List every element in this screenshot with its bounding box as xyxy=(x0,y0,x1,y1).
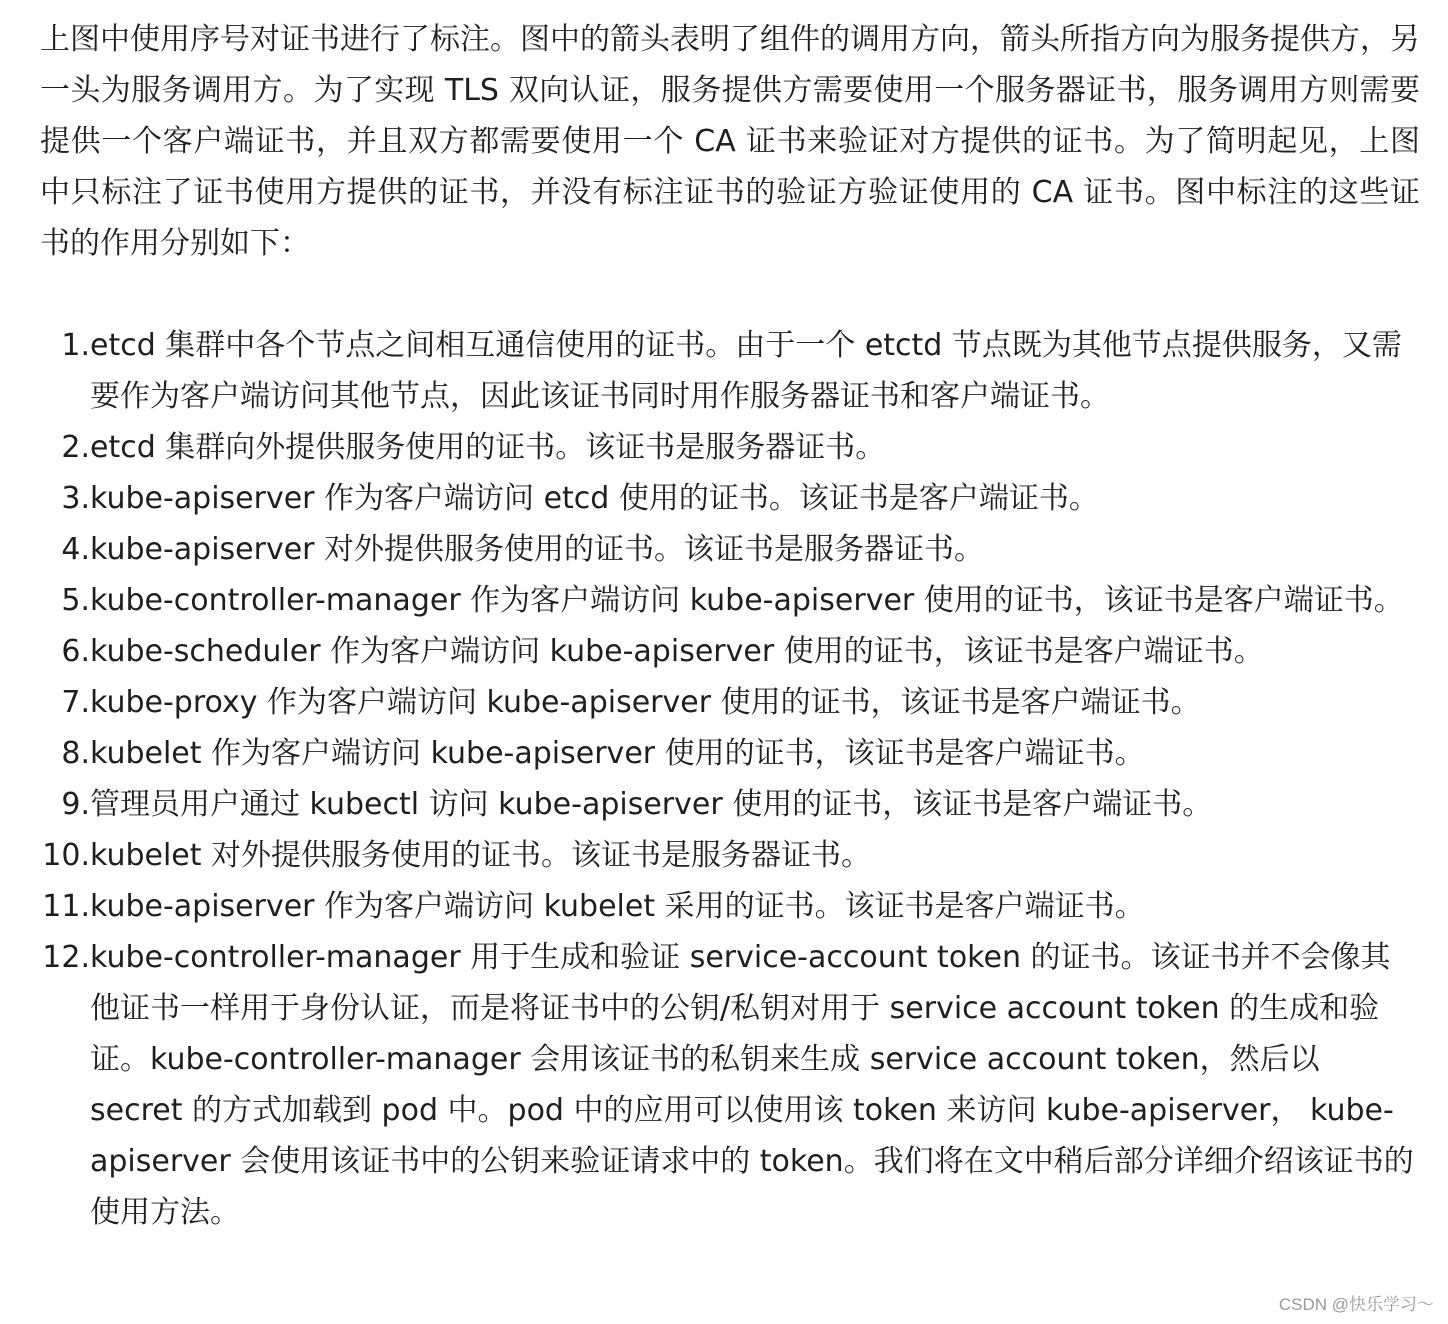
list-item-number: 3. xyxy=(61,481,90,516)
list-item-text: etcd 集群向外提供服务使用的证书。该证书是服务器证书。 xyxy=(90,430,886,465)
list-item-number: 12. xyxy=(42,940,90,975)
article-body xyxy=(40,14,1420,1238)
list-item xyxy=(40,779,1420,830)
csdn-watermark: CSDN @快乐学习～ xyxy=(1278,1295,1434,1314)
list-item-number: 2. xyxy=(61,430,90,465)
list-item-text: kube-apiserver 对外提供服务使用的证书。该证书是服务器证书。 xyxy=(90,532,985,567)
list-item xyxy=(40,422,1420,473)
list-item-text: kube-scheduler 作为客户端访问 kube-apiserver 使用的证书，该证书是客户端证书。 xyxy=(90,634,1264,669)
list-item-text: kube-controller-manager 作为客户端访问 kube-apiserver 使用的证书，该证书是客户端证书。 xyxy=(90,583,1404,618)
list-item-text: 管理员用户通过 kubectl 访问 kube-apiserver 使用的证书，该证书是客户端证书。 xyxy=(90,787,1213,822)
list-item xyxy=(40,677,1420,728)
list-item xyxy=(40,575,1420,626)
list-item-text: kubelet 对外提供服务使用的证书。该证书是服务器证书。 xyxy=(90,838,872,873)
list-item-text: kube-apiserver 作为客户端访问 kubelet 采用的证书。该证书是客户端证书。 xyxy=(90,889,1145,924)
list-item xyxy=(40,830,1420,881)
list-item-text: kube-controller-manager 用于生成和验证 service-account token 的证书。该证书并不会像其他证书一样用于身份认证，而是将证书中的公钥/私钥对用于 service account token 的生成和验证。kube-controller-manager 会用该证书的私钥来生成 service account token，然后以 secret 的方式加载到 pod 中。pod 中的应用可以使用该 token 来访问 kube-apiserver， kube-apiserver 会使用该证书中的公钥来验证请求中的 token。我们将在文中稍后部分详细介绍该证书的使用方法。 xyxy=(90,940,1414,1230)
list-item xyxy=(40,524,1420,575)
list-item-number: 4. xyxy=(61,532,90,567)
list-item xyxy=(40,473,1420,524)
list-item-text: kube-proxy 作为客户端访问 kube-apiserver 使用的证书，该证书是客户端证书。 xyxy=(90,685,1201,720)
intro-paragraph: 上图中使用序号对证书进行了标注。图中的箭头表明了组件的调用方向，箭头所指方向为服务提供方，另一头为服务调用方。为了实现 TLS 双向认证，服务提供方需要使用一个服务器证书，服务调用方则需要提供一个客户端证书，并且双方都需要使用一个 CA 证书来验证对方提供的证书。为了简明起见，上图中只标注了证书使用方提供的证书，并没有标注证书的验证方验证使用的 CA 证书。图中标注的这些证书的作用分别如下： xyxy=(40,22,1420,261)
list-item-number: 1. xyxy=(61,328,90,363)
list-item-number: 6. xyxy=(61,634,90,669)
list-item-text: kube-apiserver 作为客户端访问 etcd 使用的证书。该证书是客户端证书。 xyxy=(90,481,1099,516)
list-item xyxy=(40,728,1420,779)
list-item-number: 5. xyxy=(61,583,90,618)
list-item xyxy=(40,626,1420,677)
list-item xyxy=(40,881,1420,932)
list-item-text: kubelet 作为客户端访问 kube-apiserver 使用的证书，该证书是客户端证书。 xyxy=(90,736,1145,771)
certificate-list xyxy=(40,320,1420,1238)
list-item-text: etcd 集群中各个节点之间相互通信使用的证书。由于一个 etctd 节点既为其他节点提供服务，又需要作为客户端访问其他节点，因此该证书同时用作服务器证书和客户端证书。 xyxy=(90,328,1402,414)
list-item-number: 9. xyxy=(61,787,90,822)
list-item xyxy=(40,320,1420,422)
list-item-number: 7. xyxy=(61,685,90,720)
list-item xyxy=(40,932,1420,1238)
list-item-number: 10. xyxy=(42,838,90,873)
list-item-number: 8. xyxy=(61,736,90,771)
list-item-number: 11. xyxy=(42,889,90,924)
